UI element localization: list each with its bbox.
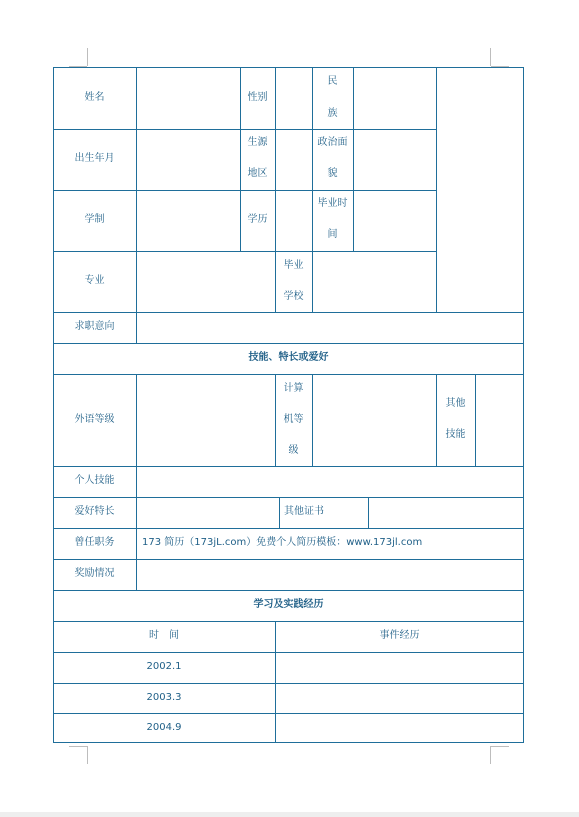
experience-row-time: 2002.1 — [146, 661, 182, 672]
personal-skills-label: 个人技能 — [74, 475, 115, 486]
ethnicity-label-line1: 民 — [327, 76, 338, 87]
hobbies-label: 爱好特长 — [74, 506, 115, 517]
col-divider — [312, 374, 313, 467]
col-divider — [353, 67, 354, 252]
event-column-header: 事件经历 — [379, 630, 420, 641]
row-divider — [53, 251, 437, 252]
name-label: 姓名 — [84, 92, 105, 103]
crop-mark-bottom-right — [490, 746, 491, 764]
job-intention-label: 求职意向 — [74, 321, 115, 332]
major-label: 专业 — [84, 275, 105, 286]
political-status-label-line2: 貌 — [327, 168, 338, 179]
computer-level-label-line3: 级 — [288, 445, 299, 456]
time-column-header: 时 间 — [149, 630, 179, 641]
previous-positions-value: 173 简历（173jL.com）免费个人简历模板：www.173jl.com — [142, 537, 423, 548]
col-divider — [368, 497, 369, 528]
origin-label-line2: 地区 — [247, 168, 268, 179]
crop-mark-bottom-left — [69, 746, 87, 747]
col-divider — [475, 374, 476, 467]
graduation-time-label-line1: 毕业时 — [317, 198, 348, 209]
crop-mark-top-right — [490, 48, 491, 66]
experience-row-time: 2004.9 — [146, 722, 182, 733]
other-skills-label-line1: 其他 — [445, 398, 466, 409]
birth-date-label: 出生年月 — [74, 153, 115, 164]
crop-mark-bottom-left — [87, 746, 88, 764]
other-skills-label-line2: 技能 — [445, 429, 466, 440]
political-status-label-line1: 政治面 — [317, 137, 348, 148]
col-divider — [136, 374, 137, 590]
study-length-label: 学制 — [84, 214, 105, 225]
skills-section-header: 技能、特长或爱好 — [248, 352, 329, 363]
col-divider — [436, 67, 437, 313]
school-label-line1: 毕业 — [283, 260, 304, 271]
col-divider — [136, 67, 137, 343]
previous-positions-label: 曾任职务 — [74, 537, 115, 548]
ethnicity-label-line2: 族 — [327, 108, 338, 119]
row-divider — [53, 190, 437, 191]
other-certificates-label: 其他证书 — [284, 506, 324, 517]
language-level-label: 外语等级 — [74, 414, 115, 425]
awards-label: 奖励情况 — [74, 568, 115, 579]
experience-section-header: 学习及实践经历 — [253, 599, 324, 610]
gender-label: 性别 — [247, 92, 268, 103]
crop-mark-bottom-right — [491, 746, 509, 747]
crop-mark-top-left — [87, 48, 88, 66]
school-label-line2: 学校 — [283, 291, 304, 302]
experience-row-time: 2003.3 — [146, 692, 182, 703]
education-label: 学历 — [247, 214, 268, 225]
graduation-time-label-line2: 间 — [327, 229, 338, 240]
computer-level-label-line1: 计算 — [283, 383, 304, 394]
computer-level-label-line2: 机等 — [283, 414, 304, 425]
origin-label-line1: 生源 — [247, 137, 268, 148]
